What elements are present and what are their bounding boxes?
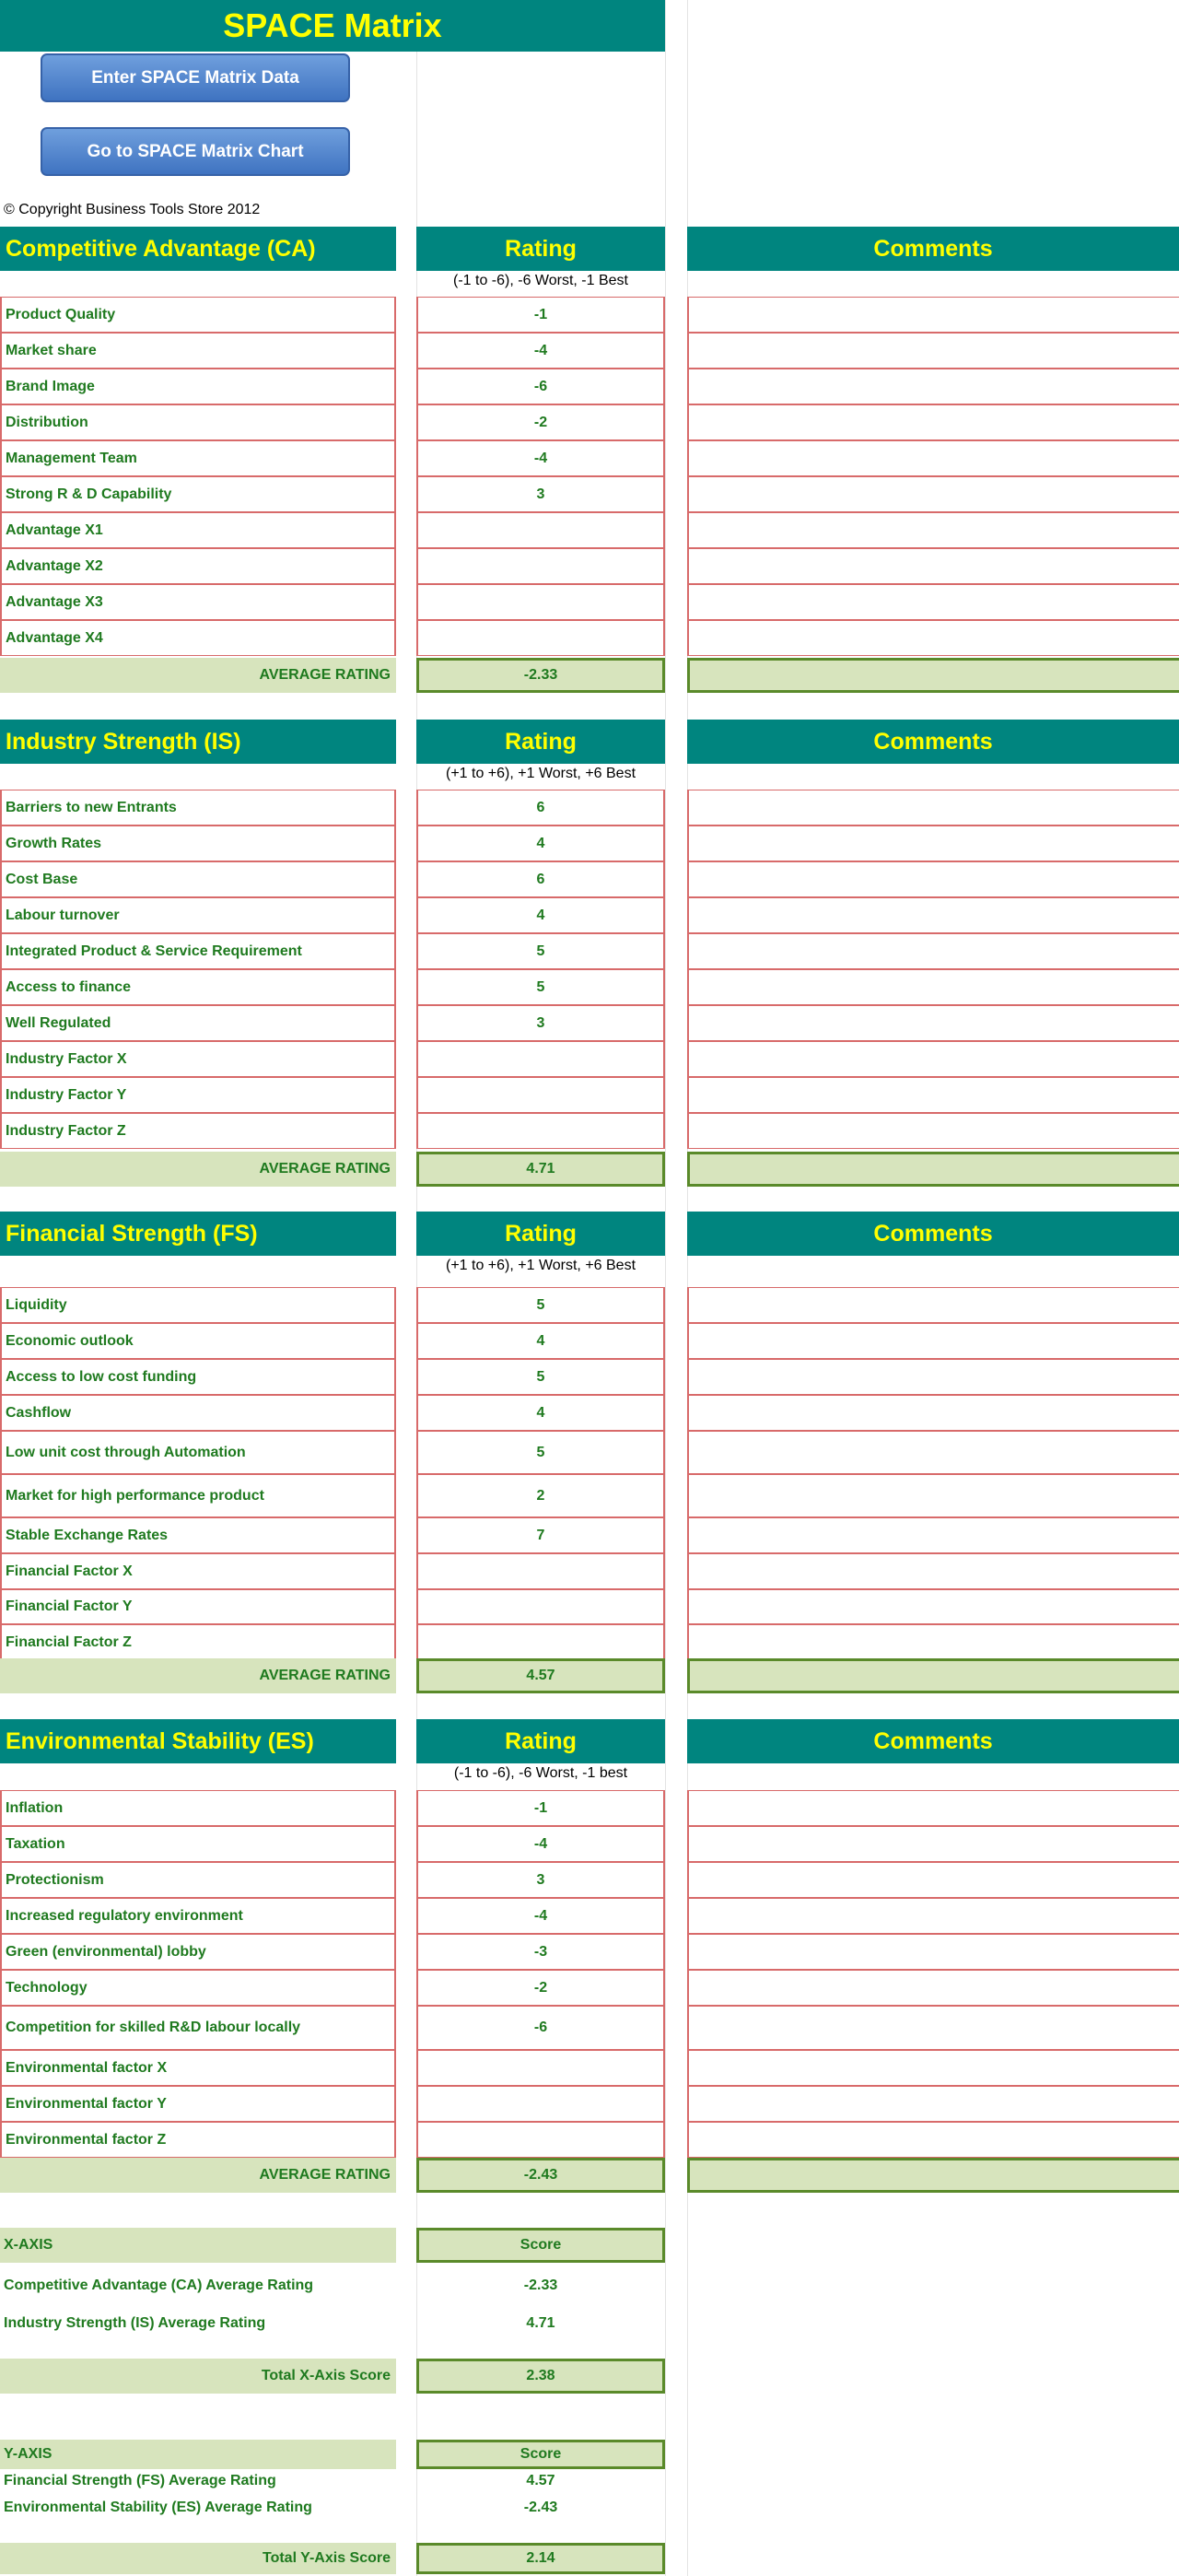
factor-label: Management Team (0, 440, 396, 476)
rating-cell[interactable]: 5 (416, 933, 665, 969)
factor-label: Well Regulated (0, 1005, 396, 1041)
rating-header: Rating (416, 1212, 665, 1256)
rating-cell[interactable]: -4 (416, 333, 665, 369)
rating-cell[interactable]: -1 (416, 1790, 665, 1826)
comment-cell[interactable] (687, 825, 1179, 861)
average-comment-cell[interactable] (687, 1658, 1179, 1693)
factor-label: Product Quality (0, 297, 396, 333)
rating-scale-note: (-1 to -6), -6 Worst, -1 Best (453, 273, 628, 288)
total-y-axis-score[interactable]: 2.14 (416, 2543, 665, 2574)
rating-scale-note: (+1 to +6), +1 Worst, +6 Best (445, 1258, 636, 1273)
x-axis-row-label: Competitive Advantage (CA) Average Rating (4, 2277, 314, 2293)
x-axis-row-label: Industry Strength (IS) Average Rating (4, 2315, 266, 2331)
comment-cell[interactable] (687, 1589, 1179, 1624)
comment-cell[interactable] (687, 2050, 1179, 2086)
factor-label: Distribution (0, 404, 396, 440)
factor-label: Advantage X4 (0, 620, 396, 656)
page-title: SPACE Matrix (0, 0, 665, 52)
rating-cell[interactable] (416, 512, 665, 548)
rating-cell[interactable] (416, 2122, 665, 2158)
rating-cell[interactable] (416, 1113, 665, 1149)
comment-cell[interactable] (687, 1826, 1179, 1862)
rating-cell[interactable] (416, 548, 665, 584)
factor-label: Technology (0, 1970, 396, 2006)
comments-header: Comments (687, 1719, 1179, 1763)
rating-cell[interactable] (416, 1589, 665, 1624)
average-rating-label: AVERAGE RATING (0, 1152, 396, 1187)
comment-cell[interactable] (687, 1898, 1179, 1934)
comment-cell[interactable] (687, 333, 1179, 369)
factor-label: Industry Factor Y (0, 1077, 396, 1113)
factor-label: Liquidity (0, 1287, 396, 1323)
factor-label: Environmental factor Y (0, 2086, 396, 2122)
factor-label: Cost Base (0, 861, 396, 897)
factor-label: Environmental factor Z (0, 2122, 396, 2158)
rating-cell[interactable] (416, 1077, 665, 1113)
factor-label: Cashflow (0, 1395, 396, 1431)
rating-header: Rating (416, 720, 665, 764)
average-rating-label: AVERAGE RATING (0, 1658, 396, 1693)
x-axis-label: X-AXIS (0, 2228, 396, 2263)
rating-cell[interactable]: -6 (416, 2006, 665, 2050)
average-rating-value[interactable]: -2.43 (416, 2158, 665, 2193)
comment-cell[interactable] (687, 1323, 1179, 1359)
comment-cell[interactable] (687, 369, 1179, 404)
rating-cell[interactable] (416, 2050, 665, 2086)
rating-cell[interactable]: 4 (416, 897, 665, 933)
factor-label: Advantage X1 (0, 512, 396, 548)
y-axis-row-label: Environmental Stability (ES) Average Rating (4, 2500, 312, 2515)
comment-cell[interactable] (687, 1005, 1179, 1041)
y-axis-row-value: -2.43 (523, 2500, 558, 2515)
y-axis-row-label: Financial Strength (FS) Average Rating (4, 2473, 276, 2488)
rating-cell[interactable]: -6 (416, 369, 665, 404)
comment-cell[interactable] (687, 476, 1179, 512)
factor-label: Growth Rates (0, 825, 396, 861)
comment-cell[interactable] (687, 1790, 1179, 1826)
rating-cell[interactable] (416, 584, 665, 620)
rating-cell[interactable]: 6 (416, 861, 665, 897)
factor-label: Industry Factor Z (0, 1113, 396, 1149)
section-title: Industry Strength (IS) (0, 720, 396, 764)
comment-cell[interactable] (687, 1395, 1179, 1431)
factor-label: Barriers to new Entrants (0, 790, 396, 825)
rating-cell[interactable]: 3 (416, 476, 665, 512)
factor-label: Strong R & D Capability (0, 476, 396, 512)
rating-cell[interactable]: 3 (416, 1862, 665, 1898)
comment-cell[interactable] (687, 1077, 1179, 1113)
rating-cell[interactable]: 5 (416, 1287, 665, 1323)
factor-label: Low unit cost through Automation (0, 1431, 396, 1474)
factor-label: Financial Factor X (0, 1553, 396, 1589)
rating-cell[interactable]: 5 (416, 969, 665, 1005)
rating-scale-note: (+1 to +6), +1 Worst, +6 Best (445, 766, 636, 781)
factor-label: Inflation (0, 1790, 396, 1826)
average-comment-cell[interactable] (687, 2158, 1179, 2193)
section-title: Environmental Stability (ES) (0, 1719, 396, 1763)
x-axis-row-value: 4.71 (526, 2315, 555, 2331)
total-x-axis-label: Total X-Axis Score (0, 2359, 396, 2394)
factor-label: Access to low cost funding (0, 1359, 396, 1395)
comment-cell[interactable] (687, 1862, 1179, 1898)
comment-cell[interactable] (687, 969, 1179, 1005)
comment-cell[interactable] (687, 620, 1179, 656)
rating-cell[interactable] (416, 1624, 665, 1660)
factor-label: Advantage X3 (0, 584, 396, 620)
factor-label: Green (environmental) lobby (0, 1934, 396, 1970)
rating-cell[interactable]: -2 (416, 1970, 665, 2006)
factor-label: Market for high performance product (0, 1474, 396, 1517)
factor-label: Taxation (0, 1826, 396, 1862)
comments-header: Comments (687, 1212, 1179, 1256)
total-x-axis-score[interactable]: 2.38 (416, 2359, 665, 2394)
comment-cell[interactable] (687, 2122, 1179, 2158)
comment-cell[interactable] (687, 1041, 1179, 1077)
gridline (665, 0, 666, 2576)
factor-label: Brand Image (0, 369, 396, 404)
comment-cell[interactable] (687, 1517, 1179, 1553)
factor-label: Economic outlook (0, 1323, 396, 1359)
rating-cell[interactable]: -1 (416, 297, 665, 333)
factor-label: Financial Factor Y (0, 1589, 396, 1624)
rating-cell[interactable]: 7 (416, 1517, 665, 1553)
factor-label: Financial Factor Z (0, 1624, 396, 1660)
rating-cell[interactable] (416, 2086, 665, 2122)
comment-cell[interactable] (687, 512, 1179, 548)
comment-cell[interactable] (687, 2086, 1179, 2122)
comments-header: Comments (687, 720, 1179, 764)
rating-cell[interactable]: 2 (416, 1474, 665, 1517)
rating-cell[interactable]: 6 (416, 790, 665, 825)
comment-cell[interactable] (687, 1113, 1179, 1149)
comment-cell[interactable] (687, 1624, 1179, 1660)
section-title: Financial Strength (FS) (0, 1212, 396, 1256)
comment-cell[interactable] (687, 1553, 1179, 1589)
rating-scale-note: (-1 to -6), -6 Worst, -1 best (453, 1765, 628, 1781)
y-axis-score-header: Score (416, 2440, 665, 2469)
average-rating-value[interactable]: -2.33 (416, 658, 665, 693)
factor-label: Integrated Product & Service Requirement (0, 933, 396, 969)
average-rating-label: AVERAGE RATING (0, 2158, 396, 2193)
rating-cell[interactable]: 5 (416, 1359, 665, 1395)
enter-data-button[interactable]: Enter SPACE Matrix Data (41, 53, 350, 102)
comment-cell[interactable] (687, 1474, 1179, 1517)
rating-cell[interactable]: -4 (416, 1826, 665, 1862)
go-to-chart-button[interactable]: Go to SPACE Matrix Chart (41, 127, 350, 176)
comment-cell[interactable] (687, 1359, 1179, 1395)
comment-cell[interactable] (687, 861, 1179, 897)
comment-cell[interactable] (687, 790, 1179, 825)
comment-cell[interactable] (687, 584, 1179, 620)
average-rating-label: AVERAGE RATING (0, 658, 396, 693)
factor-label: Competition for skilled R&D labour locally (0, 2006, 396, 2050)
section-title: Competitive Advantage (CA) (0, 227, 396, 271)
comment-cell[interactable] (687, 548, 1179, 584)
copyright-text: © Copyright Business Tools Store 2012 (4, 202, 261, 217)
x-axis-score-header: Score (416, 2228, 665, 2263)
rating-cell[interactable] (416, 620, 665, 656)
rating-cell[interactable]: -2 (416, 404, 665, 440)
comment-cell[interactable] (687, 297, 1179, 333)
rating-header: Rating (416, 227, 665, 271)
rating-cell[interactable]: 4 (416, 825, 665, 861)
comment-cell[interactable] (687, 440, 1179, 476)
rating-cell[interactable]: -4 (416, 440, 665, 476)
comment-cell[interactable] (687, 933, 1179, 969)
factor-label: Advantage X2 (0, 548, 396, 584)
factor-label: Labour turnover (0, 897, 396, 933)
factor-label: Protectionism (0, 1862, 396, 1898)
factor-label: Stable Exchange Rates (0, 1517, 396, 1553)
factor-label: Industry Factor X (0, 1041, 396, 1077)
y-axis-row-value: 4.57 (526, 2473, 555, 2488)
rating-cell[interactable]: -3 (416, 1934, 665, 1970)
factor-label: Increased regulatory environment (0, 1898, 396, 1934)
rating-cell[interactable] (416, 1553, 665, 1589)
average-comment-cell[interactable] (687, 658, 1179, 693)
total-y-axis-label: Total Y-Axis Score (0, 2543, 396, 2574)
comment-cell[interactable] (687, 2006, 1179, 2050)
rating-header: Rating (416, 1719, 665, 1763)
comment-cell[interactable] (687, 1970, 1179, 2006)
y-axis-label: Y-AXIS (0, 2440, 396, 2469)
comment-cell[interactable] (687, 404, 1179, 440)
average-rating-value[interactable]: 4.57 (416, 1658, 665, 1693)
comment-cell[interactable] (687, 1431, 1179, 1474)
comments-header: Comments (687, 227, 1179, 271)
average-rating-value[interactable]: 4.71 (416, 1152, 665, 1187)
rating-cell[interactable] (416, 1041, 665, 1077)
rating-cell[interactable]: 4 (416, 1395, 665, 1431)
rating-cell[interactable]: -4 (416, 1898, 665, 1934)
comment-cell[interactable] (687, 897, 1179, 933)
rating-cell[interactable]: 3 (416, 1005, 665, 1041)
factor-label: Market share (0, 333, 396, 369)
rating-cell[interactable]: 5 (416, 1431, 665, 1474)
x-axis-row-value: -2.33 (523, 2277, 558, 2293)
comment-cell[interactable] (687, 1287, 1179, 1323)
rating-cell[interactable]: 4 (416, 1323, 665, 1359)
comment-cell[interactable] (687, 1934, 1179, 1970)
factor-label: Environmental factor X (0, 2050, 396, 2086)
average-comment-cell[interactable] (687, 1152, 1179, 1187)
factor-label: Access to finance (0, 969, 396, 1005)
